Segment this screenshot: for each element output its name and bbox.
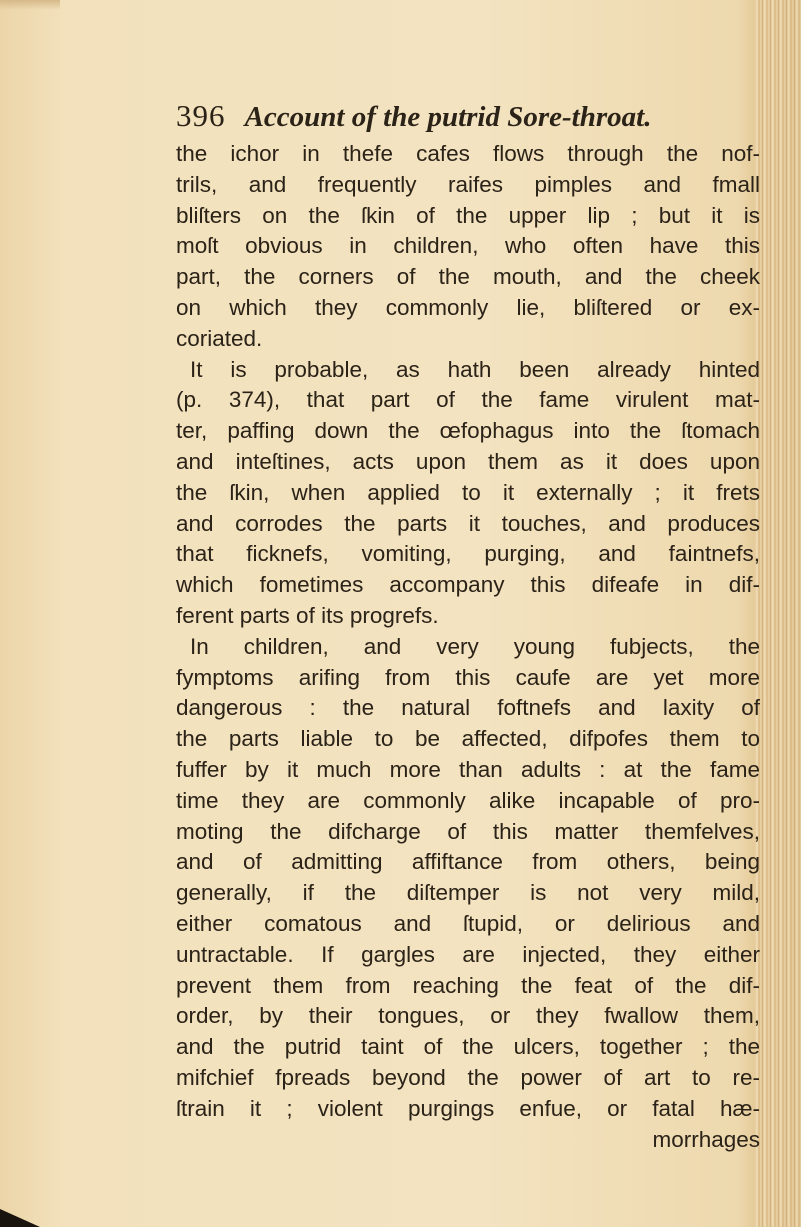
text-line: bliſters on the ſkin of the upper lip ; but it is [176,202,760,228]
text-line: mifchief fpreads beyond the power of art to re- [176,1064,760,1090]
text-line: ter, paffing down the œfophagus into the ſtomach [176,418,760,444]
page-corner-shadow [0,0,60,10]
text-line: that ficknefs, vomiting, purging, and faintnefs, [176,541,760,567]
text-line: which fometimes accompany this difeafe in dif- [176,572,760,598]
text-line: either comatous and ſtupid, or delirious and [176,910,760,936]
text-line: and the putrid taint of the ulcers, together ; the [176,1034,760,1060]
text-line: time they are commonly alike incapable of pro- [176,787,760,813]
text-line: coriated. [176,325,263,351]
page-edge-shading [755,0,801,1227]
page-number: 396 [176,98,226,133]
text-line: fymptoms arifing from this caufe are yet more [176,664,760,690]
text-line: trils, and frequently raifes pimples and fmall [176,171,760,197]
text-line: the parts liable to be affected, difpofes them to [176,726,760,752]
text-line: and inteſtines, acts upon them as it does upon [176,448,760,474]
binding-shadow [0,1209,40,1227]
text-line: and of admitting affiftance from others, being [176,849,760,875]
running-header [176,98,716,142]
text-line: the ſkin, when applied to it externally ; it frets [176,479,760,505]
text-line: In children, and very young fubjects, the [190,633,760,659]
text-line: part, the corners of the mouth, and the cheek [176,264,760,290]
text-line: fuffer by it much more than adults : at the fame [176,756,760,782]
running-title: Account of the putrid Sore-throat. [244,101,652,133]
text-line: and corrodes the parts it touches, and produces [176,510,760,536]
text-line: It is probable, as hath been already hinted [190,356,760,382]
text-line: on which they commonly lie, bliſtered or ex- [176,294,760,320]
text-line: ferent parts of its progrefs. [176,602,439,628]
text-line: prevent them from reaching the feat of the dif- [176,972,760,998]
text-line: moting the difcharge of this matter themfelves, [176,818,760,844]
text-line: order, by their tongues, or they fwallow them, [176,1003,760,1029]
text-line: (p. 374), that part of the fame virulent mat- [176,387,760,413]
body-text [176,139,760,1155]
text-line: ſtrain it ; violent purgings enfue, or fatal hæ- [176,1095,760,1121]
catchword: morrhages [652,1126,760,1152]
text-line: generally, if the diſtemper is not very mild, [176,880,760,906]
text-line: the ichor in thefe cafes flows through the nof- [176,141,760,166]
text-line: moſt obvious in children, who often have this [176,233,760,259]
text-line: untractable. If gargles are injected, they either [176,941,760,967]
text-line: dangerous : the natural foftnefs and laxity of [176,695,760,721]
